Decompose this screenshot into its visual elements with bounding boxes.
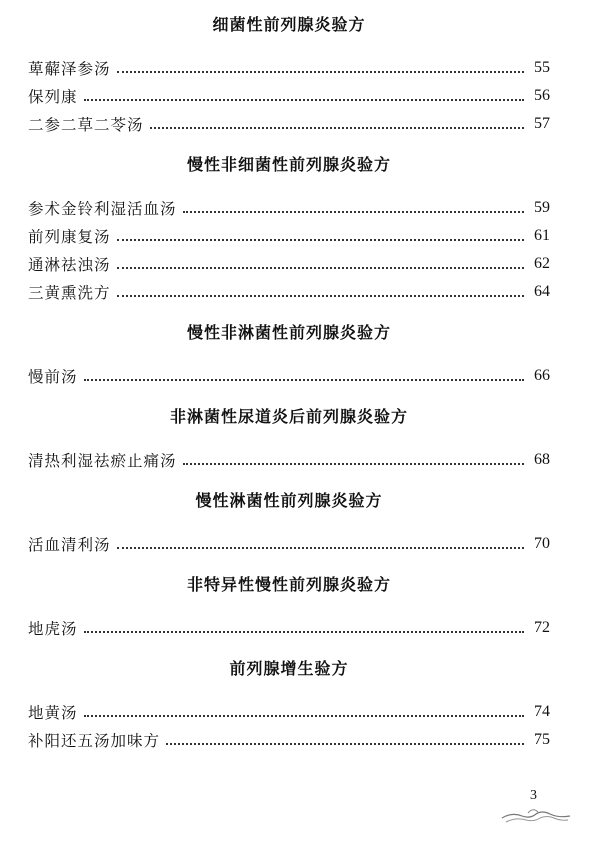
entry-title: 二参二草二苓汤 bbox=[28, 116, 144, 134]
toc-entry[interactable] bbox=[28, 614, 550, 642]
section-heading: 非淋菌性尿道炎后前列腺炎验方 bbox=[169, 407, 408, 426]
dot-leader bbox=[117, 545, 524, 549]
toc-entry[interactable] bbox=[28, 194, 550, 222]
entry-title: 活血清利汤 bbox=[28, 536, 111, 554]
toc-section bbox=[28, 486, 550, 558]
entry-page-number: 56 bbox=[534, 87, 550, 104]
toc-section bbox=[28, 402, 550, 474]
section-heading: 慢性非淋菌性前列腺炎验方 bbox=[186, 323, 391, 342]
toc-entry[interactable] bbox=[28, 54, 550, 82]
dot-leader bbox=[84, 97, 524, 101]
toc-section bbox=[28, 654, 550, 754]
toc-entry[interactable] bbox=[28, 698, 550, 726]
entry-page-number: 66 bbox=[534, 367, 550, 384]
entry-title: 地虎汤 bbox=[28, 620, 78, 638]
entry-title: 地黄汤 bbox=[28, 704, 78, 722]
toc-entry[interactable] bbox=[28, 278, 550, 306]
section-heading: 细菌性前列腺炎验方 bbox=[212, 15, 366, 34]
dot-leader bbox=[117, 237, 524, 241]
entry-title: 慢前汤 bbox=[28, 368, 78, 386]
toc-entry[interactable] bbox=[28, 110, 550, 138]
toc-entry[interactable] bbox=[28, 250, 550, 278]
entry-page-number: 68 bbox=[534, 451, 550, 468]
dot-leader bbox=[117, 69, 524, 73]
entry-title: 参术金铃利湿活血汤 bbox=[28, 200, 177, 218]
entry-page-number: 72 bbox=[534, 619, 550, 636]
toc-entry[interactable] bbox=[28, 362, 550, 390]
entry-page-number: 62 bbox=[534, 255, 550, 272]
entry-page-number: 61 bbox=[534, 227, 550, 244]
entry-page-number: 57 bbox=[534, 115, 550, 132]
dot-leader bbox=[150, 125, 524, 129]
toc-section bbox=[28, 318, 550, 390]
toc-section bbox=[28, 570, 550, 642]
dot-leader bbox=[117, 293, 524, 297]
toc-section bbox=[28, 150, 550, 306]
entry-title: 三黄熏洗方 bbox=[28, 284, 111, 302]
dot-leader bbox=[84, 377, 524, 381]
toc-entry[interactable] bbox=[28, 446, 550, 474]
entry-title: 清热利湿祛瘀止痛汤 bbox=[28, 452, 177, 470]
section-heading: 前列腺增生验方 bbox=[229, 659, 349, 678]
entry-title: 保列康 bbox=[28, 88, 78, 106]
dot-leader bbox=[183, 461, 524, 465]
entry-title: 萆薢泽参汤 bbox=[28, 60, 111, 78]
dot-leader bbox=[166, 741, 524, 745]
toc-section bbox=[28, 10, 550, 138]
dot-leader bbox=[117, 265, 524, 269]
entry-title: 前列康复汤 bbox=[28, 228, 111, 246]
toc-entry[interactable] bbox=[28, 530, 550, 558]
entry-page-number: 64 bbox=[534, 283, 550, 300]
toc-entry[interactable] bbox=[28, 82, 550, 110]
entry-page-number: 55 bbox=[534, 59, 550, 76]
entry-title: 补阳还五汤加味方 bbox=[28, 732, 161, 750]
section-heading: 非特异性慢性前列腺炎验方 bbox=[186, 575, 391, 594]
entry-page-number: 59 bbox=[534, 199, 550, 216]
toc-entry[interactable] bbox=[28, 726, 550, 754]
entry-page-number: 70 bbox=[534, 535, 550, 552]
section-heading: 慢性非细菌性前列腺炎验方 bbox=[186, 155, 391, 174]
dot-leader bbox=[84, 629, 524, 633]
page-number: 3 bbox=[530, 788, 537, 803]
toc-entry[interactable] bbox=[28, 222, 550, 250]
dot-leader bbox=[84, 713, 524, 717]
section-heading: 慢性淋菌性前列腺炎验方 bbox=[195, 491, 383, 510]
dot-leader bbox=[183, 209, 524, 213]
cloud-wave-ornament-icon bbox=[500, 804, 572, 826]
entry-page-number: 74 bbox=[534, 703, 550, 720]
entry-page-number: 75 bbox=[534, 731, 550, 748]
entry-title: 通淋祛浊汤 bbox=[28, 256, 111, 274]
